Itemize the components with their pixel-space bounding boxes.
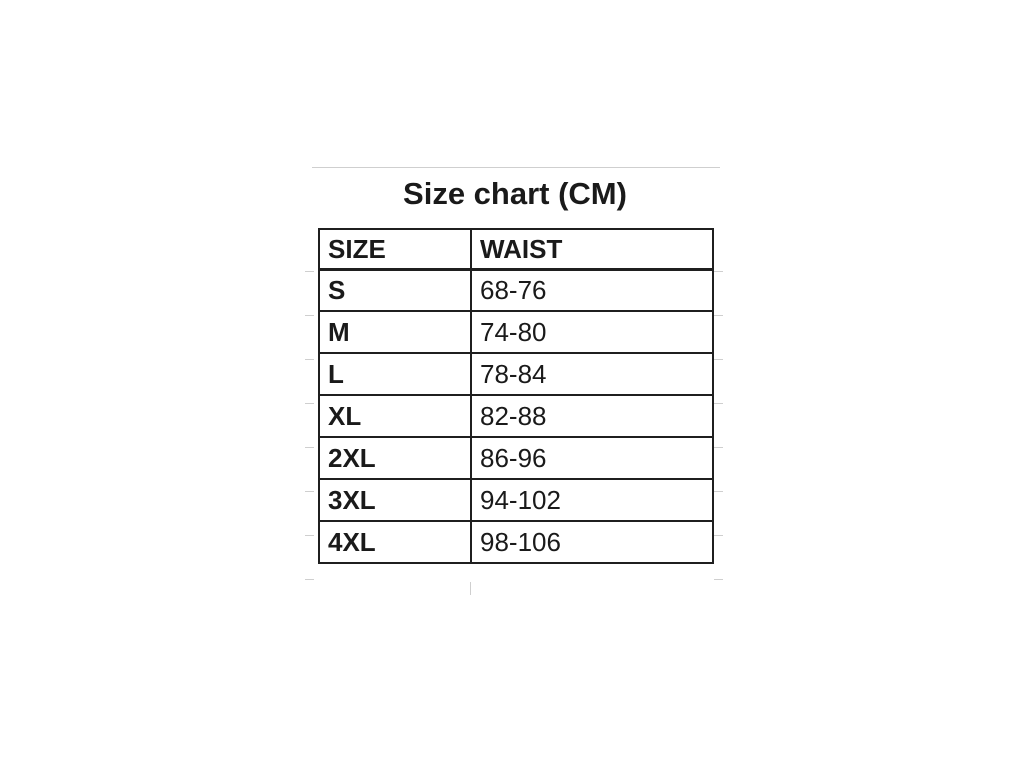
spreadsheet-gridline-ticks-left	[305, 271, 314, 582]
table-row	[319, 353, 713, 395]
spreadsheet-gridline-top	[312, 167, 720, 168]
size-cell: 3XL	[319, 479, 471, 521]
header-size: SIZE	[319, 229, 471, 269]
size-chart-title: Size chart (CM)	[403, 176, 627, 211]
table-row	[319, 479, 713, 521]
table-row	[319, 437, 713, 479]
waist-cell: 86-96	[471, 437, 713, 479]
size-chart-table	[318, 228, 714, 564]
header-waist: WAIST	[471, 229, 713, 269]
size-cell: 4XL	[319, 521, 471, 563]
size-cell: S	[319, 269, 471, 311]
size-cell: 2XL	[319, 437, 471, 479]
table-row	[319, 311, 713, 353]
table-row	[319, 395, 713, 437]
waist-cell: 94-102	[471, 479, 713, 521]
spreadsheet-gridline-ticks-right	[714, 271, 723, 582]
spreadsheet-gridline-bottom	[470, 582, 471, 595]
waist-cell: 68-76	[471, 269, 713, 311]
size-cell: L	[319, 353, 471, 395]
size-cell: XL	[319, 395, 471, 437]
header-row	[319, 229, 713, 269]
waist-cell: 78-84	[471, 353, 713, 395]
waist-cell: 98-106	[471, 521, 713, 563]
waist-cell: 82-88	[471, 395, 713, 437]
table-row	[319, 521, 713, 563]
size-cell: M	[319, 311, 471, 353]
waist-cell: 74-80	[471, 311, 713, 353]
table-row	[319, 269, 713, 311]
